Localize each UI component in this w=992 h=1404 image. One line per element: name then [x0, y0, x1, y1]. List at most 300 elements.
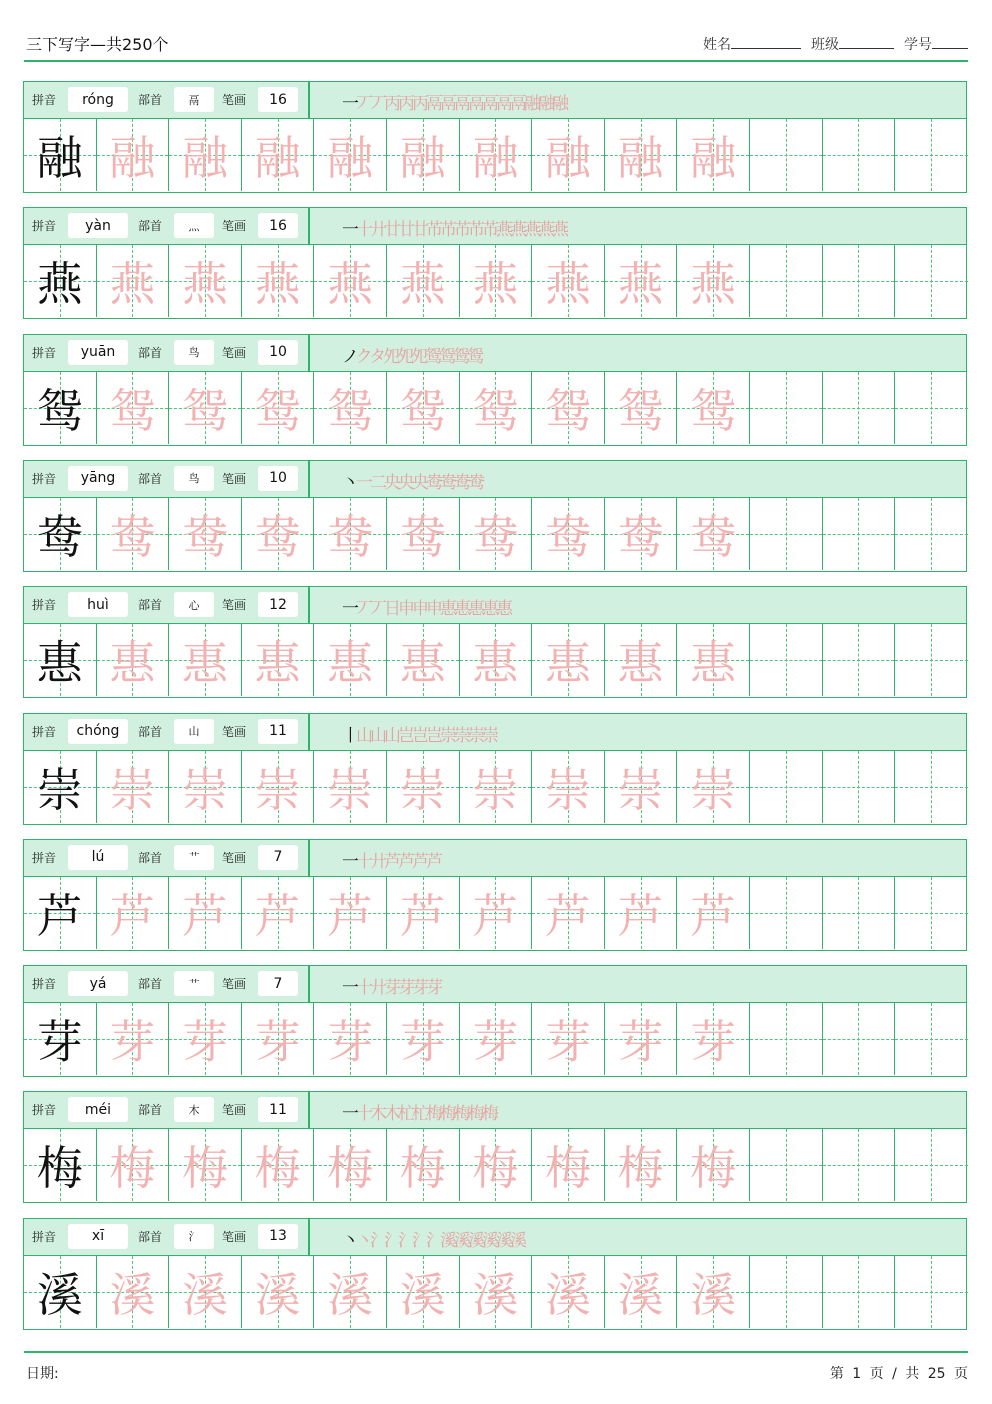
grid-cell[interactable]	[242, 1256, 315, 1328]
stroke-order-rest: クタ夗夗夗鸳鸳鸳鸳	[355, 346, 482, 367]
number-field[interactable]	[904, 34, 968, 54]
grid-cell[interactable]	[169, 751, 242, 823]
grid-cell[interactable]	[97, 372, 170, 444]
stroke-order	[342, 1099, 496, 1124]
model-character: 芦	[36, 888, 83, 943]
grid-cell[interactable]	[242, 1003, 315, 1075]
pinyin-value: lú	[68, 845, 128, 870]
grid-cell[interactable]	[242, 877, 315, 949]
grid-cell[interactable]	[460, 751, 533, 823]
pinyin-value: huì	[68, 592, 128, 617]
trace-character: 鸳	[690, 383, 737, 438]
grid-cell[interactable]	[242, 1129, 315, 1201]
trace-character: 梅	[690, 1141, 737, 1196]
grid-cell[interactable]	[532, 624, 605, 696]
writing-grid	[24, 877, 966, 949]
grid-cell[interactable]	[387, 119, 460, 191]
trace-character: 溪	[472, 1267, 519, 1322]
divider	[308, 208, 310, 245]
grid-cell[interactable]	[895, 498, 968, 570]
radical-label: 部首	[138, 850, 163, 865]
grid-cell[interactable]	[387, 751, 460, 823]
pinyin-label: 拼音	[32, 598, 57, 613]
radical-value: 鸟	[174, 340, 214, 365]
practice-row	[23, 1218, 967, 1330]
stroke-order	[342, 594, 510, 619]
writing-grid	[24, 1129, 966, 1201]
trace-character: 鸯	[690, 509, 737, 564]
trace-character: 鸯	[617, 509, 664, 564]
model-character: 梅	[36, 1141, 83, 1196]
radical-value: 鬲	[174, 87, 214, 112]
stroke-count-label: 笔画	[222, 93, 247, 107]
grid-cell[interactable]	[169, 624, 242, 696]
pinyin-label: 拼音	[32, 724, 57, 739]
grid-cell[interactable]	[605, 751, 678, 823]
stroke-count-value: 16	[258, 87, 298, 112]
grid-cell[interactable]	[97, 624, 170, 696]
radical-value: 艹	[174, 971, 214, 996]
grid-cell[interactable]	[605, 877, 678, 949]
grid-cell[interactable]	[750, 372, 823, 444]
radical-value: 木	[174, 1097, 214, 1122]
pinyin-label: 拼音	[32, 850, 57, 865]
grid-cell[interactable]	[314, 1256, 387, 1328]
writing-grid	[24, 119, 966, 191]
grid-cell[interactable]	[823, 877, 896, 949]
trace-character: 鸯	[544, 509, 591, 564]
model-character: 鸳	[36, 383, 83, 438]
grid-cell[interactable]	[895, 119, 968, 191]
grid-cell[interactable]	[823, 624, 896, 696]
radical-label: 部首	[138, 471, 163, 486]
grid-cell[interactable]	[97, 751, 170, 823]
grid-cell[interactable]	[460, 498, 533, 570]
grid-cell[interactable]	[532, 1003, 605, 1075]
grid-cell[interactable]	[750, 498, 823, 570]
grid-cell[interactable]	[387, 624, 460, 696]
stroke-order	[342, 973, 440, 998]
grid-cell[interactable]	[677, 751, 750, 823]
trace-character: 崇	[690, 762, 737, 817]
stroke-order-first: 一	[342, 851, 356, 872]
trace-character: 惠	[617, 636, 664, 691]
grid-cell[interactable]	[242, 372, 315, 444]
grid-cell[interactable]	[24, 498, 97, 570]
grid-cell[interactable]	[677, 1129, 750, 1201]
trace-character: 惠	[181, 636, 228, 691]
grid-cell[interactable]	[823, 372, 896, 444]
trace-character: 融	[617, 131, 664, 185]
number-label: 学号	[904, 37, 932, 53]
grid-cell[interactable]	[677, 498, 750, 570]
trace-character: 溪	[254, 1267, 301, 1322]
practice-row	[23, 460, 967, 572]
grid-cell[interactable]	[314, 245, 387, 317]
model-character: 芽	[36, 1015, 83, 1070]
trace-character: 燕	[327, 257, 374, 312]
stroke-order	[342, 847, 440, 872]
stroke-order-rest: 丆丆丙丙丙鬲鬲鬲鬲鬲鬲鬲融融融	[356, 94, 566, 114]
trace-character: 梅	[109, 1141, 156, 1196]
grid-cell[interactable]	[895, 1256, 968, 1328]
stroke-count-value: 7	[258, 845, 298, 870]
grid-cell[interactable]	[314, 1129, 387, 1201]
trace-character: 鸳	[472, 383, 519, 438]
grid-cell[interactable]	[750, 245, 823, 317]
grid-cell[interactable]	[823, 1256, 896, 1328]
grid-cell[interactable]	[895, 877, 968, 949]
grid-cell[interactable]	[24, 624, 97, 696]
trace-character: 芦	[472, 888, 519, 943]
grid-cell[interactable]	[605, 624, 678, 696]
char-info-bar	[24, 714, 966, 751]
stroke-order-rest: 丶氵氵氵氵氵溪溪溪溪溪溪	[356, 1230, 524, 1251]
grid-cell[interactable]	[895, 751, 968, 823]
practice-row	[23, 334, 967, 446]
model-character: 燕	[36, 257, 83, 312]
trace-character: 芦	[254, 888, 301, 943]
page-title: 三下写字—共250个	[26, 35, 169, 54]
grid-cell[interactable]	[314, 498, 387, 570]
trace-character: 崇	[254, 762, 301, 817]
grid-cell[interactable]	[823, 119, 896, 191]
trace-character: 崇	[327, 762, 374, 817]
grid-cell[interactable]	[24, 372, 97, 444]
grid-cell[interactable]	[24, 1256, 97, 1328]
grid-cell[interactable]	[605, 372, 678, 444]
grid-cell[interactable]	[460, 119, 533, 191]
grid-cell[interactable]	[460, 1256, 533, 1328]
grid-cell[interactable]	[314, 119, 387, 191]
grid-cell[interactable]	[677, 119, 750, 191]
trace-character: 惠	[327, 636, 374, 691]
writing-grid	[24, 751, 966, 823]
grid-cell[interactable]	[460, 372, 533, 444]
trace-character: 惠	[472, 636, 519, 691]
grid-cell[interactable]	[677, 1256, 750, 1328]
grid-cell[interactable]	[895, 624, 968, 696]
model-character: 鸯	[36, 509, 83, 564]
pinyin-value: méi	[68, 1097, 128, 1122]
grid-cell[interactable]	[24, 245, 97, 317]
grid-cell[interactable]	[97, 498, 170, 570]
trace-character: 融	[472, 131, 519, 185]
trace-character: 梅	[544, 1141, 591, 1196]
stroke-count-value: 11	[258, 719, 298, 744]
stroke-count-label: 笔画	[222, 471, 247, 486]
grid-cell[interactable]	[97, 1003, 170, 1075]
divider	[308, 82, 310, 119]
grid-cell[interactable]	[605, 1256, 678, 1328]
grid-cell[interactable]	[242, 119, 315, 191]
grid-cell[interactable]	[169, 245, 242, 317]
stroke-order-rest: 十廾芽芽芽芽	[356, 978, 440, 999]
grid-cell[interactable]	[387, 1256, 460, 1328]
trace-character: 梅	[327, 1141, 374, 1196]
grid-cell[interactable]	[97, 1129, 170, 1201]
grid-cell[interactable]	[823, 245, 896, 317]
trace-character: 鸯	[472, 509, 519, 564]
grid-cell[interactable]	[24, 877, 97, 949]
trace-character: 梅	[472, 1141, 519, 1196]
grid-cell[interactable]	[169, 1256, 242, 1328]
radical-value: 山	[174, 719, 214, 744]
trace-character: 鸳	[109, 383, 156, 438]
grid-cell[interactable]	[387, 498, 460, 570]
trace-character: 芽	[254, 1015, 301, 1070]
grid-cell[interactable]	[169, 372, 242, 444]
pinyin-value: róng	[68, 87, 128, 112]
trace-character: 燕	[109, 257, 156, 312]
grid-cell[interactable]	[460, 624, 533, 696]
grid-cell[interactable]	[387, 245, 460, 317]
model-character: 惠	[36, 636, 83, 691]
pinyin-label: 拼音	[32, 1103, 57, 1118]
grid-cell[interactable]	[460, 1003, 533, 1075]
grid-cell[interactable]	[532, 245, 605, 317]
trace-character: 溪	[181, 1267, 228, 1322]
writing-grid	[24, 498, 966, 570]
trace-character: 融	[399, 131, 446, 185]
grid-cell[interactable]	[97, 877, 170, 949]
grid-cell[interactable]	[314, 877, 387, 949]
stroke-order-first: 丶	[342, 1230, 356, 1251]
grid-cell[interactable]	[750, 751, 823, 823]
grid-cell[interactable]	[314, 751, 387, 823]
grid-cell[interactable]	[387, 372, 460, 444]
grid-cell[interactable]	[97, 119, 170, 191]
pinyin-value: yuān	[68, 340, 128, 365]
radical-label: 部首	[138, 219, 163, 234]
writing-grid	[24, 624, 966, 696]
grid-cell[interactable]	[24, 119, 97, 191]
char-info-bar	[24, 840, 966, 877]
trace-character: 鸯	[181, 509, 228, 564]
grid-cell[interactable]	[532, 119, 605, 191]
grid-cell[interactable]	[750, 1003, 823, 1075]
name-field[interactable]	[703, 34, 801, 54]
trace-character: 鸯	[399, 509, 446, 564]
practice-row	[23, 207, 967, 319]
grid-cell[interactable]	[169, 877, 242, 949]
radical-value: 心	[174, 592, 214, 617]
trace-character: 溪	[109, 1267, 156, 1322]
trace-character: 崇	[617, 762, 664, 817]
trace-character: 燕	[544, 257, 591, 312]
grid-cell[interactable]	[677, 245, 750, 317]
grid-cell[interactable]	[532, 498, 605, 570]
grid-cell[interactable]	[677, 624, 750, 696]
stroke-order-rest: 一二央央央鸯鸯鸯鸯	[356, 472, 482, 493]
grid-cell[interactable]	[677, 372, 750, 444]
char-info-bar	[24, 461, 966, 498]
grid-cell[interactable]	[895, 1129, 968, 1201]
stroke-order-rest: 十木木杧杧梅梅梅梅梅	[356, 1104, 496, 1125]
stroke-count-value: 12	[258, 592, 298, 617]
trace-character: 融	[254, 131, 301, 185]
grid-cell[interactable]	[314, 372, 387, 444]
trace-character: 融	[327, 131, 374, 185]
trace-character: 鸳	[617, 383, 664, 438]
grid-cell[interactable]	[242, 751, 315, 823]
model-character: 融	[36, 131, 83, 185]
grid-cell[interactable]	[460, 1129, 533, 1201]
class-field[interactable]	[811, 34, 894, 54]
grid-cell[interactable]	[387, 877, 460, 949]
grid-cell[interactable]	[605, 498, 678, 570]
radical-value: 氵	[174, 1224, 214, 1249]
grid-cell[interactable]	[605, 119, 678, 191]
divider	[308, 461, 310, 498]
trace-character: 溪	[327, 1267, 374, 1322]
grid-cell[interactable]	[532, 877, 605, 949]
stroke-order	[342, 215, 566, 240]
trace-character: 芽	[181, 1015, 228, 1070]
stroke-count-value: 7	[258, 971, 298, 996]
pinyin-label: 拼音	[32, 219, 57, 234]
stroke-count-value: 10	[258, 340, 298, 365]
trace-character: 融	[690, 131, 737, 185]
pinyin-value: xī	[68, 1224, 128, 1249]
grid-cell[interactable]	[169, 119, 242, 191]
trace-character: 惠	[544, 636, 591, 691]
grid-cell[interactable]	[387, 1003, 460, 1075]
radical-label: 部首	[138, 345, 163, 360]
trace-character: 鸳	[399, 383, 446, 438]
stroke-count-label: 笔画	[222, 977, 247, 992]
grid-cell[interactable]	[169, 498, 242, 570]
stroke-count-label: 笔画	[222, 219, 247, 234]
grid-cell[interactable]	[242, 624, 315, 696]
grid-cell[interactable]	[97, 1256, 170, 1328]
stroke-count-value: 16	[258, 213, 298, 238]
page-footer	[24, 1351, 968, 1385]
divider	[308, 1092, 310, 1129]
trace-character: 鸯	[109, 509, 156, 564]
char-info-bar	[24, 1092, 966, 1129]
trace-character: 芦	[690, 888, 737, 943]
stroke-order	[342, 342, 481, 367]
grid-cell[interactable]	[823, 1129, 896, 1201]
stroke-order-rest: 丆丆日申申申惠惠惠惠惠	[356, 599, 510, 620]
grid-cell[interactable]	[750, 1256, 823, 1328]
trace-character: 芦	[327, 888, 374, 943]
char-info-bar	[24, 966, 966, 1003]
radical-value: 鸟	[174, 466, 214, 491]
trace-character: 芽	[544, 1015, 591, 1070]
grid-cell[interactable]	[242, 498, 315, 570]
trace-character: 鸳	[254, 383, 301, 438]
stroke-count-label: 笔画	[222, 598, 247, 613]
pinyin-value: yàn	[68, 213, 128, 238]
grid-cell[interactable]	[169, 1003, 242, 1075]
char-info-bar	[24, 587, 966, 624]
trace-character: 融	[544, 131, 591, 185]
model-character: 崇	[36, 762, 83, 817]
divider	[308, 587, 310, 624]
stroke-order-first: 一	[342, 599, 356, 620]
grid-cell[interactable]	[605, 1003, 678, 1075]
trace-character: 鸯	[254, 509, 301, 564]
stroke-count-value: 11	[258, 1097, 298, 1122]
grid-cell[interactable]	[387, 1129, 460, 1201]
class-label: 班级	[811, 37, 839, 53]
trace-character: 惠	[109, 636, 156, 691]
stroke-order-first: 丨	[342, 725, 356, 746]
stroke-count-value: 13	[258, 1224, 298, 1249]
trace-character: 崇	[544, 762, 591, 817]
stroke-count-label: 笔画	[222, 1229, 247, 1244]
grid-cell[interactable]	[169, 1129, 242, 1201]
grid-cell[interactable]	[532, 1129, 605, 1201]
grid-cell[interactable]	[532, 751, 605, 823]
grid-cell[interactable]	[677, 1003, 750, 1075]
radical-label: 部首	[138, 1229, 163, 1244]
grid-cell[interactable]	[750, 624, 823, 696]
grid-cell[interactable]	[750, 119, 823, 191]
grid-cell[interactable]	[532, 1256, 605, 1328]
trace-character: 鸳	[327, 383, 374, 438]
trace-character: 燕	[399, 257, 446, 312]
grid-cell[interactable]	[460, 245, 533, 317]
trace-character: 芦	[181, 888, 228, 943]
grid-cell[interactable]	[895, 1003, 968, 1075]
grid-cell[interactable]	[314, 1003, 387, 1075]
grid-cell[interactable]	[242, 245, 315, 317]
grid-cell[interactable]	[750, 1129, 823, 1201]
grid-cell[interactable]	[677, 877, 750, 949]
trace-character: 惠	[254, 636, 301, 691]
trace-character: 芽	[617, 1015, 664, 1070]
grid-cell[interactable]	[605, 245, 678, 317]
grid-cell[interactable]	[532, 372, 605, 444]
grid-cell[interactable]	[460, 877, 533, 949]
divider	[308, 1219, 310, 1256]
trace-character: 崇	[181, 762, 228, 817]
trace-character: 芦	[399, 888, 446, 943]
grid-cell[interactable]	[750, 877, 823, 949]
grid-cell[interactable]	[895, 372, 968, 444]
practice-row	[23, 586, 967, 698]
divider	[308, 335, 310, 372]
trace-character: 燕	[254, 257, 301, 312]
grid-cell[interactable]	[895, 245, 968, 317]
writing-grid	[24, 1003, 966, 1075]
grid-cell[interactable]	[823, 1003, 896, 1075]
radical-label: 部首	[138, 977, 163, 992]
grid-cell[interactable]	[314, 624, 387, 696]
grid-cell[interactable]	[605, 1129, 678, 1201]
trace-character: 芽	[472, 1015, 519, 1070]
trace-character: 溪	[399, 1267, 446, 1322]
stroke-order	[342, 1226, 524, 1251]
trace-character: 融	[109, 131, 156, 185]
stroke-order-first: ノ	[342, 346, 356, 367]
practice-row	[23, 81, 967, 193]
grid-cell[interactable]	[97, 245, 170, 317]
char-info-bar	[24, 335, 966, 372]
trace-character: 鸳	[544, 383, 591, 438]
trace-character: 融	[181, 131, 228, 185]
trace-character: 燕	[472, 257, 519, 312]
grid-cell[interactable]	[24, 751, 97, 823]
grid-cell[interactable]	[823, 751, 896, 823]
grid-cell[interactable]	[823, 498, 896, 570]
radical-label: 部首	[138, 93, 163, 107]
grid-cell[interactable]	[24, 1003, 97, 1075]
grid-cell[interactable]	[24, 1129, 97, 1201]
